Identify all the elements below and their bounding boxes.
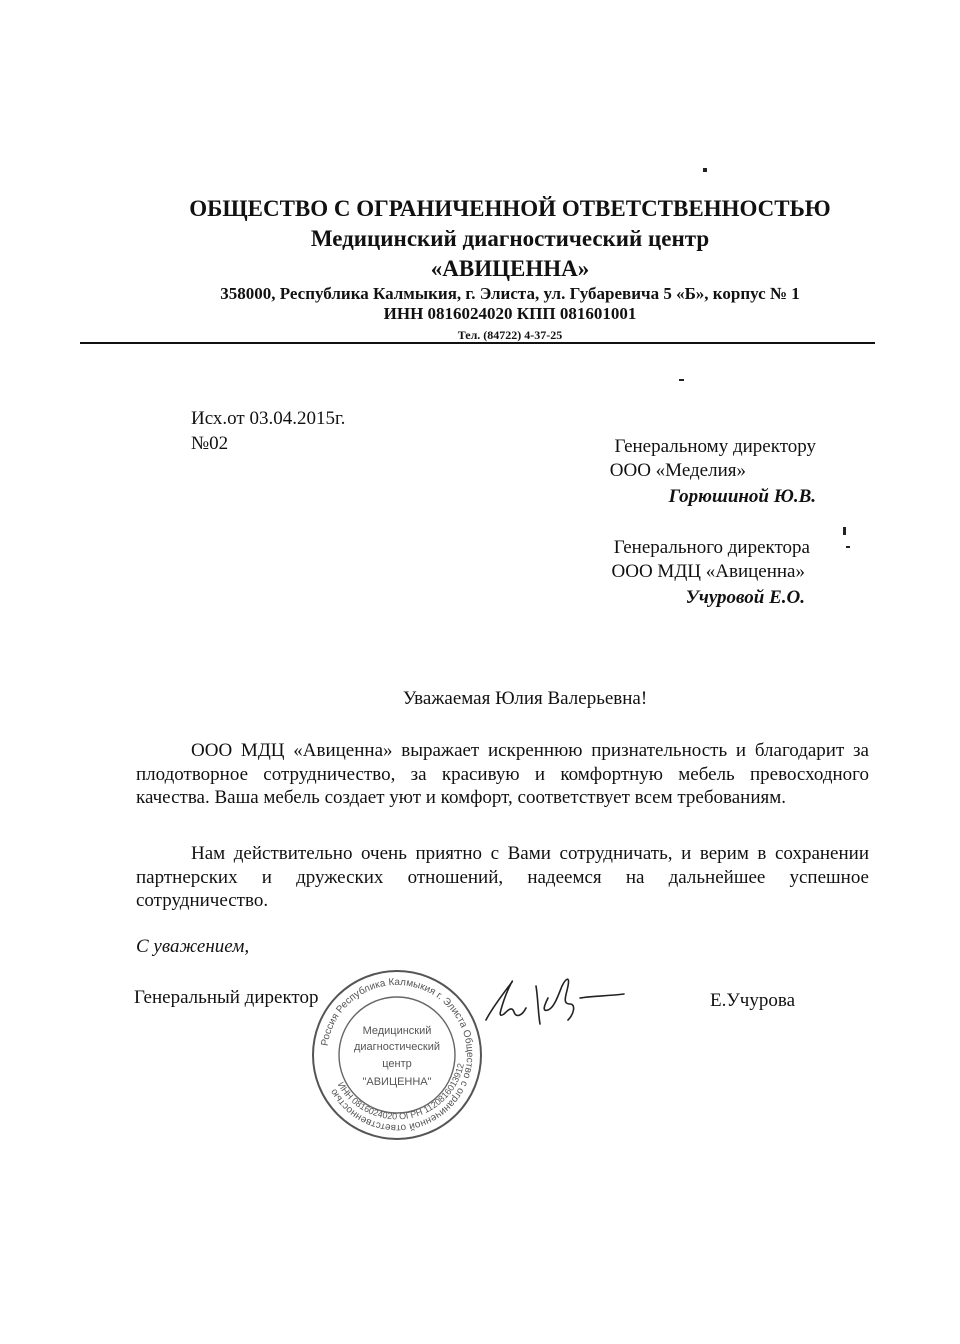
- org-address: 358000, Республика Калмыкия, г. Элиста, ул. Губаревича 5 «Б», корпус № 1: [220, 284, 800, 303]
- stamp-line-3: центр: [382, 1058, 412, 1070]
- stamp-bottom-ring-text: ИНН 0816024020 ОГРН 1120816013912: [335, 1062, 466, 1122]
- stamp-line-1: Медицинский: [362, 1025, 432, 1037]
- stamp-outer-ring-text: Россия Республика Калмыкия г. Элиста Общество с ограниченной ответственностью: [319, 976, 476, 1134]
- scan-speck: [679, 379, 684, 381]
- handwritten-signature: [478, 968, 630, 1034]
- sender-name: Учуровой Е.О.: [685, 587, 805, 608]
- greeting: Уважаемая Юлия Валерьевна!: [402, 688, 648, 709]
- scan-speck: [703, 168, 707, 172]
- body-paragraph-1: ООО МДЦ «Авиценна» выражает искреннюю признательность и благодарит за плодотворное сотрудничество, за красивую и комфортную мебель превосходного качества. Ваша мебель создает уют и комфорт, соответствует всем требованиям.: [136, 740, 869, 808]
- signatory-title: Генеральный директор: [134, 987, 319, 1008]
- signatory-name: Е.Учурова: [710, 990, 796, 1011]
- org-tax-ids: ИНН 0816024020 КПП 081601001: [383, 304, 637, 323]
- recipient-company: ООО «Меделия»: [609, 460, 746, 481]
- scan-speck: [846, 546, 850, 548]
- stamp-line-4: "АВИЦЕННА": [362, 1076, 432, 1088]
- letterhead-divider: [80, 342, 875, 344]
- org-subtitle: Медицинский диагностический центр: [310, 226, 710, 251]
- company-stamp: [310, 968, 484, 1142]
- recipient-position: Генеральному директору: [614, 436, 816, 457]
- scan-speck: [843, 527, 846, 535]
- outgoing-number: №02: [191, 433, 229, 454]
- recipient-name: Горюшиной Ю.В.: [668, 486, 816, 507]
- closing-regards: С уважением,: [136, 936, 250, 957]
- outgoing-date: Исх.от 03.04.2015г.: [191, 408, 346, 429]
- org-type: ОБЩЕСТВО С ОГРАНИЧЕННОЙ ОТВЕТСТВЕННОСТЬЮ: [189, 196, 831, 221]
- sender-position: Генерального директора: [613, 537, 810, 558]
- org-phone: Тел. (84722) 4-37-25: [457, 328, 563, 342]
- stamp-line-2: диагностический: [353, 1041, 441, 1053]
- org-name: «АВИЦЕННА»: [430, 256, 590, 281]
- sender-company: ООО МДЦ «Авиценна»: [611, 561, 805, 582]
- body-paragraph-2: Нам действительно очень приятно с Вами сотрудничать, и верим в сохранении партнерских и дружеских отношений, надеемся на дальнейшее успешное сотрудничество.: [136, 843, 869, 911]
